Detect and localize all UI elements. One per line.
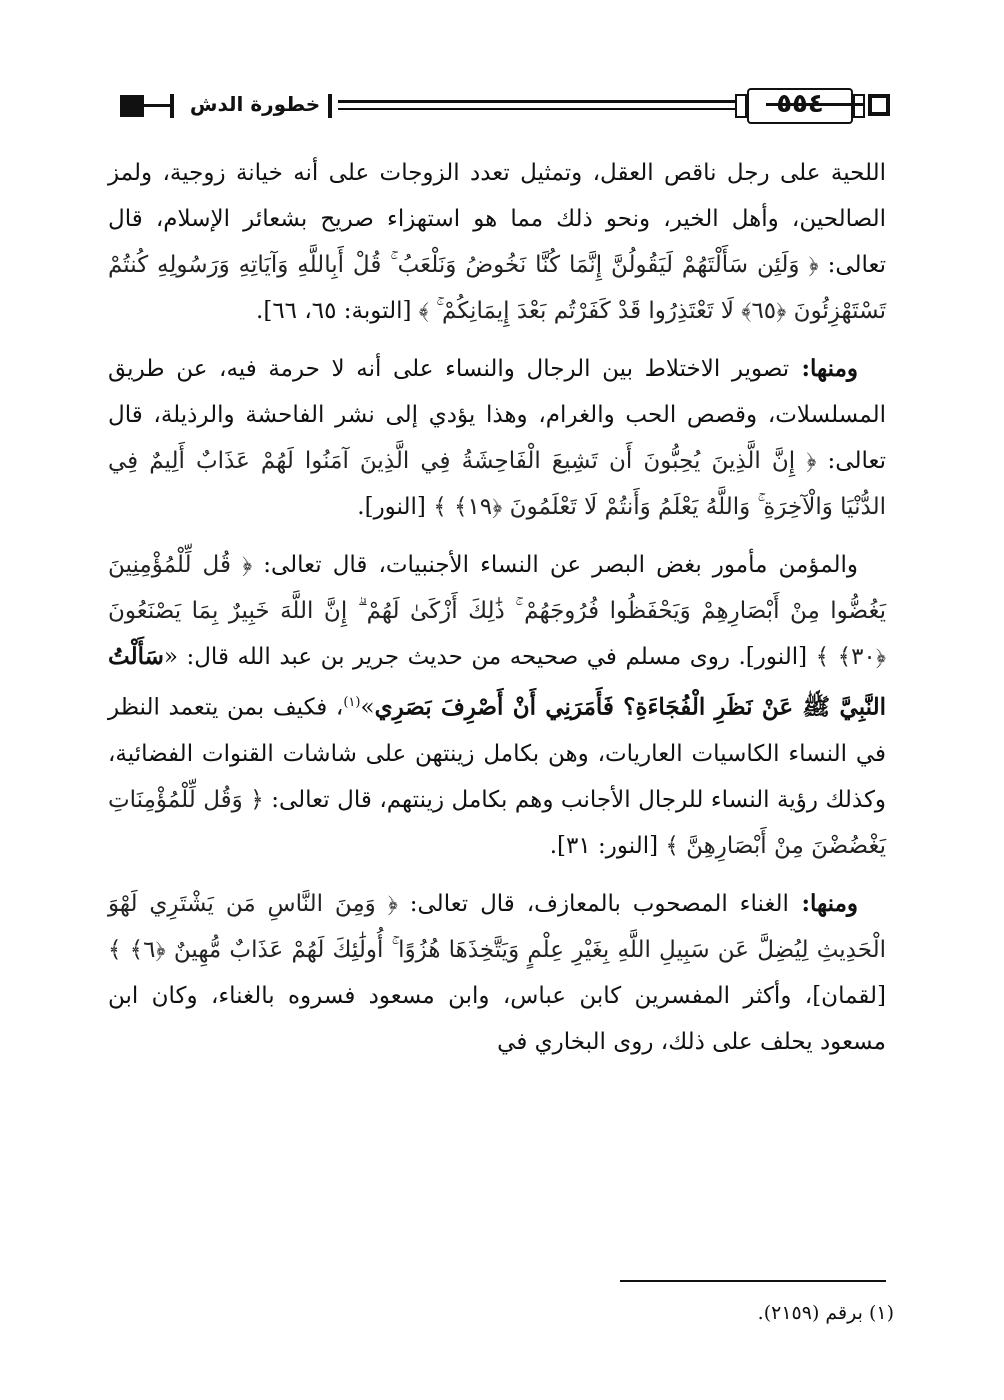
page-body [108, 150, 886, 1077]
footnote-marker[interactable]: (١) [343, 695, 361, 710]
quran-verse: ﴿ وَلَئِن سَأَلْتَهُمْ لَيَقُولُنَّ إِنَّمَا كُنَّا نَخُوضُ وَنَلْعَبُ ۚ قُلْ أَبِاللَّهِ وَآيَاتِهِ وَرَسُولِهِ كُنتُمْ تَسْتَهْزِئُونَ ﴿٦٥﴾ لَا تَعْتَذِرُوا قَدْ كَفَرْتُم بَعْدَ إِيمَانِكُمْ ۚ ﴾ [108, 252, 886, 324]
body-text: اللحية على رجل ناقص العقل، وتمثيل تعدد الزوجات على أنه خيانة زوجية، ولمز الصالحين، وأهل الخير، ونحو ذلك مما هو استهزاء صريح بشعائر الإسلام، قال تعالى: [108, 160, 887, 278]
verse-reference: [التوبة: ٦٥، ٦٦]. [256, 298, 419, 324]
header-rule-left [144, 104, 170, 107]
header-ornament-block [120, 95, 144, 117]
paragraph [108, 346, 886, 530]
page-header [110, 86, 890, 130]
header-rule-mid-bottom [338, 108, 735, 110]
hadith-text: سَأَلْتُ النَّبِيَّ ﷺ عَنْ نَظَرِ الْفُجَاءَةِ؟ فَأَمَرَنِي أَنْ أَصْرِفَ بَصَرِي [108, 643, 886, 721]
body-text: الغناء المصحوب بالمعازف، قال تعالى: [397, 890, 789, 917]
section-lead: ومنها: [789, 355, 858, 382]
paragraph [108, 881, 886, 1065]
header-rule-mid-top [338, 100, 735, 103]
header-separator-left [170, 94, 174, 118]
quran-verse: ﴿ وَقُل لِّلْمُؤْمِنَاتِ يَغْضُضْنَ مِنْ أَبْصَارِهِنَّ ﴾ [108, 786, 886, 859]
quran-verse: ﴿ قُل لِّلْمُؤْمِنِينَ يَغُضُّوا مِنْ أَبْصَارِهِمْ وَيَحْفَظُوا فُرُوجَهُمْ ۚ ذَٰلِكَ أَزْكَىٰ لَهُمْ ۗ إِنَّ اللَّهَ خَبِيرٌ بِمَا يَصْنَعُونَ ﴿٣٠﴾ ﴾ [108, 552, 886, 670]
body-text: والمؤمن مأمور بغض البصر عن النساء الأجنبيات، قال تعالى: [252, 552, 858, 578]
verse-reference: [النور: ٣١]. [549, 832, 666, 859]
section-lead: ومنها: [788, 889, 858, 917]
quran-verse: ﴿ وَمِنَ النَّاسِ مَن يَشْتَرِي لَهْوَ الْحَدِيثِ لِيُضِلَّ عَن سَبِيلِ اللَّهِ بِغَيْرِ عِلْمٍ وَيَتَّخِذَهَا هُزُوًا ۚ أُولَٰئِكَ لَهُمْ عَذَابٌ مُّهِينٌ ﴿٦﴾ ﴾ [108, 890, 886, 963]
verse-reference: [لقمان]، [791, 982, 886, 1009]
page-number-frame [735, 88, 865, 124]
header-ornament-square [868, 94, 890, 116]
running-title: خطورة الدش [189, 92, 321, 116]
paragraph [108, 150, 886, 334]
paragraph [108, 542, 886, 869]
quran-verse: ﴿ إِنَّ الَّذِينَ يُحِبُّونَ أَن تَشِيعَ الْفَاحِشَةُ فِي الَّذِينَ آمَنُوا لَهُمْ عَذَابٌ أَلِيمٌ فِي الدُّنْيَا وَالْآخِرَةِ ۚ وَاللَّهُ يَعْلَمُ وَأَنتُمْ لَا تَعْلَمُونَ ﴿١٩﴾ ﴾ [108, 448, 886, 520]
body-text: وأكثر المفسرين كابن عباس، وابن مسعود فسروه بالغناء، وكان ابن مسعود يحلف على ذلك، روى البخاري في [108, 982, 886, 1055]
footnote: (١) برقم (٢١٥٩). [757, 1302, 894, 1324]
body-text: تصوير الاختلاط بين الرجال والنساء على أنه لا حرمة فيه، عن طريق المسلسلات، وقصص الحب والغرام، وهذا يؤدي إلى نشر الفاحشة والرذيلة، قال تعالى: [108, 356, 886, 474]
body-text: ، فكيف بمن يتعمد النظر في النساء الكاسيات العاريات، وهن بكامل زينتهن على شاشات القنوات الفضائية، وكذلك رؤية النساء للرجال الأجانب وهم بكامل زينتهم، قال تعالى: [108, 694, 886, 813]
body-text: » [360, 694, 375, 721]
footnote-separator [620, 1280, 886, 1282]
body-text: روى مسلم في صحيحه من حديث جرير بن عبد الله قال: « [163, 644, 730, 670]
verse-reference: [النور]. [729, 644, 816, 670]
verse-reference: [النور]. [357, 494, 434, 520]
page-number: ٥٥٤ [776, 89, 824, 119]
